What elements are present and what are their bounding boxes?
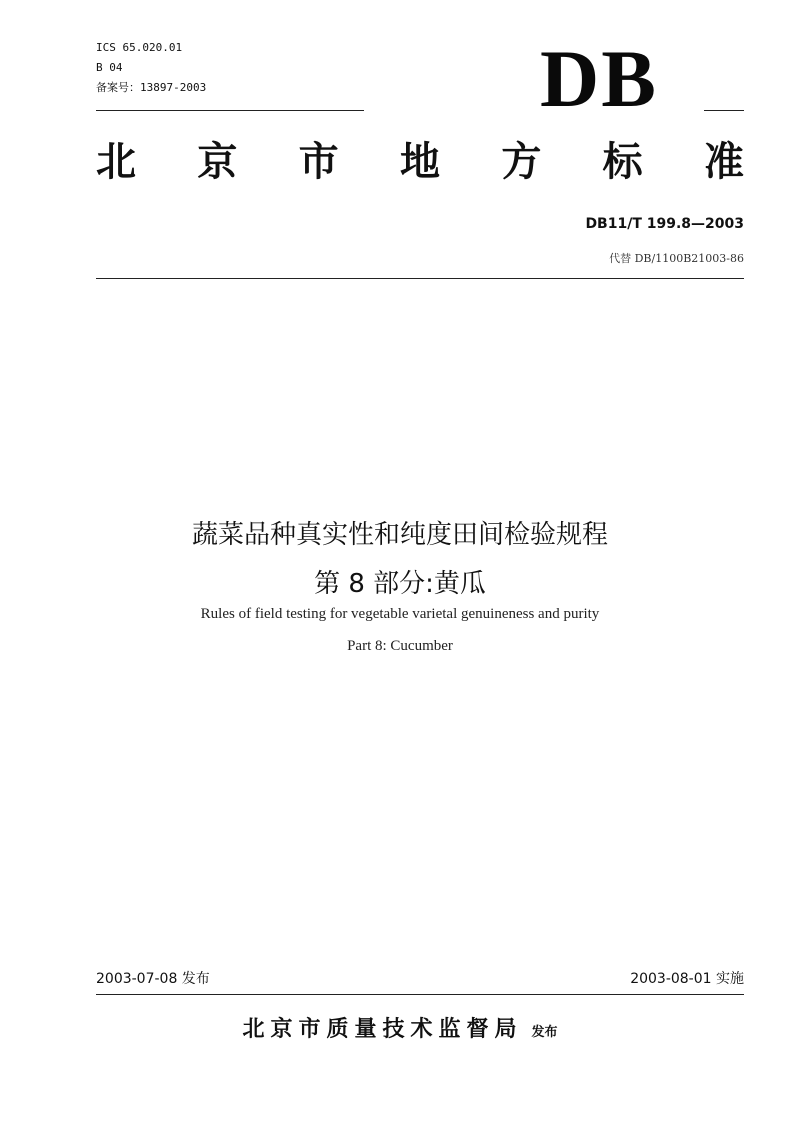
document-title-en: Rules of field testing for vegetable varietal genuineness and purity bbox=[200, 606, 600, 622]
ics-code: ICS 65.020.01 bbox=[96, 41, 183, 54]
document-title-zh: 蔬菜品种真实性和纯度田间检验规程 bbox=[191, 520, 608, 550]
footer-rule bbox=[96, 994, 744, 995]
title-char: 市 bbox=[298, 139, 339, 185]
issuer-action: 发布 bbox=[531, 1025, 558, 1040]
document-part-title-en: Part 8: Cucumber bbox=[347, 638, 453, 654]
issuer-line bbox=[0, 1012, 800, 1043]
title-char: 标 bbox=[602, 139, 643, 185]
category-code: B 04 bbox=[96, 61, 123, 74]
title-char: 北 bbox=[96, 139, 136, 185]
document-part-title-zh: 第 8 部分:黄瓜 bbox=[314, 569, 486, 599]
title-char: 京 bbox=[197, 139, 238, 185]
db-logo: DB bbox=[540, 33, 658, 124]
publish-date: 2003-07-08 发布 bbox=[96, 971, 210, 987]
replaces-note: 代替 DB/1100B21003-86 bbox=[609, 252, 744, 265]
standard-number: DB11/T 199.8—2003 bbox=[585, 216, 744, 232]
title-char: 方 bbox=[501, 139, 542, 185]
header-rule-left bbox=[96, 110, 364, 111]
title-char: 地 bbox=[399, 139, 440, 185]
effective-date: 2003-08-01 实施 bbox=[630, 971, 744, 987]
filing-number: 备案号：13897-2003 bbox=[96, 81, 207, 94]
standard-type-title bbox=[96, 138, 744, 186]
issuer-name: 北京市质量技术监督局 bbox=[242, 1017, 523, 1042]
logo-underline bbox=[704, 110, 744, 111]
header-rule bbox=[96, 278, 744, 279]
title-char: 准 bbox=[703, 139, 744, 185]
